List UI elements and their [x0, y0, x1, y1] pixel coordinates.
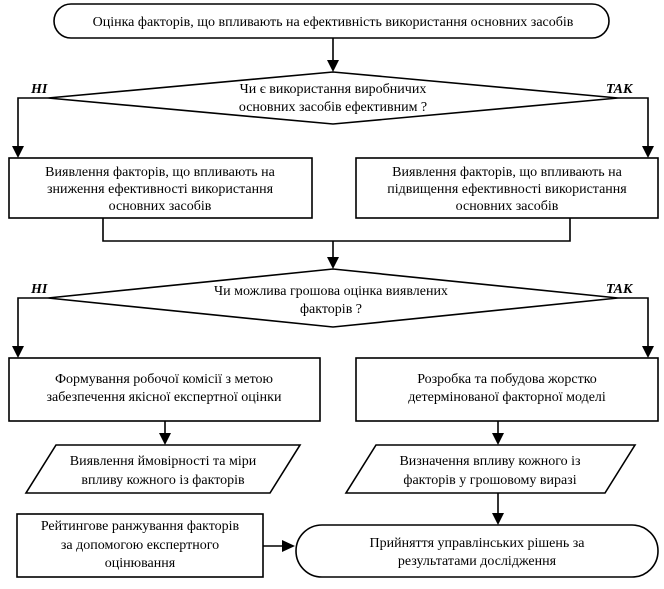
process-right-1-line3: основних засобів: [455, 199, 559, 214]
decision-1-yes-label: ТАК: [606, 82, 633, 97]
process-right-1-line2: підвищення ефективності використання: [387, 182, 627, 197]
data-left-3: [26, 445, 300, 493]
arrowhead-right3: [492, 433, 504, 445]
arrowhead-left3: [159, 433, 171, 445]
process-left-4-line2: за допомогою експертного: [60, 538, 220, 553]
connector-decision2-no: [18, 298, 48, 348]
process-left-4-line1: Рейтингове ранжування факторів: [40, 519, 240, 534]
process-left-1-line1: Виявлення факторів, що впливають на: [45, 165, 275, 180]
decision-1-shape: [48, 72, 618, 124]
end-line1: Прийняття управлінських рішень за: [369, 536, 585, 551]
end-terminator: [296, 525, 658, 577]
decision-1: [30, 72, 634, 124]
arrowhead-left2: [12, 346, 24, 358]
decision-1-line1: Чи є використання виробничих: [239, 82, 427, 97]
process-right-1: [356, 158, 658, 218]
process-left-4-line3: оцінювання: [104, 556, 176, 571]
connector-decision1-no: [18, 98, 48, 148]
process-left-1: [9, 158, 312, 218]
decision-1-no-label: НІ: [31, 82, 48, 97]
connector-decision1-yes: [618, 98, 648, 148]
decision-1-line2: основних засобів ефективним ?: [238, 100, 428, 115]
arrowhead-right2: [642, 346, 654, 358]
process-left-2-line2: забезпечення якісної експертної оцінки: [46, 390, 282, 405]
end-shape: [296, 525, 658, 577]
arrowhead-end-from-right: [492, 513, 504, 525]
arrowhead-right1: [642, 146, 654, 158]
data-right-3-line2: факторів у грошовому виразі: [403, 473, 577, 488]
data-right-3-line1: Визначення впливу кожного із: [399, 454, 581, 469]
process-left-1-line2: зниження ефективності використання: [46, 182, 274, 197]
decision-2: [30, 269, 634, 327]
data-left-3-line1: Виявлення ймовірності та міри: [69, 454, 257, 469]
arrowhead-end-from-left: [282, 540, 295, 552]
process-right-2-line1: Розробка та побудова жорстко: [417, 372, 597, 387]
process-right-1-line1: Виявлення факторів, що впливають на: [392, 165, 622, 180]
decision-2-yes-label: ТАК: [606, 282, 633, 297]
process-left-2-line1: Формування робочої комісії з метою: [54, 372, 274, 387]
end-line2: результатами дослідження: [397, 554, 557, 569]
decision-2-line2: факторів ?: [299, 302, 363, 317]
decision-2-no-label: НІ: [31, 282, 48, 297]
decision-2-line1: Чи можлива грошова оцінка виявлених: [214, 284, 448, 299]
start-text: Оцінка факторів, що впливають на ефективність використання основних засобів: [92, 15, 574, 30]
process-right-2-line2: детермінованої факторної моделі: [408, 390, 606, 405]
process-left-2: [9, 358, 320, 421]
start-terminator: [54, 4, 609, 38]
data-right-3: [346, 445, 635, 493]
data-left-3-line2: впливу кожного із факторів: [81, 473, 245, 488]
process-right-2: [356, 358, 658, 421]
arrowhead-left1: [12, 146, 24, 158]
arrowhead-decision2: [327, 257, 339, 269]
process-left-4: [17, 514, 263, 577]
arrowhead-decision1: [327, 60, 339, 72]
process-left-1-line3: основних засобів: [108, 199, 212, 214]
connector-merge: [103, 218, 570, 241]
connector-decision2-yes: [618, 298, 648, 348]
